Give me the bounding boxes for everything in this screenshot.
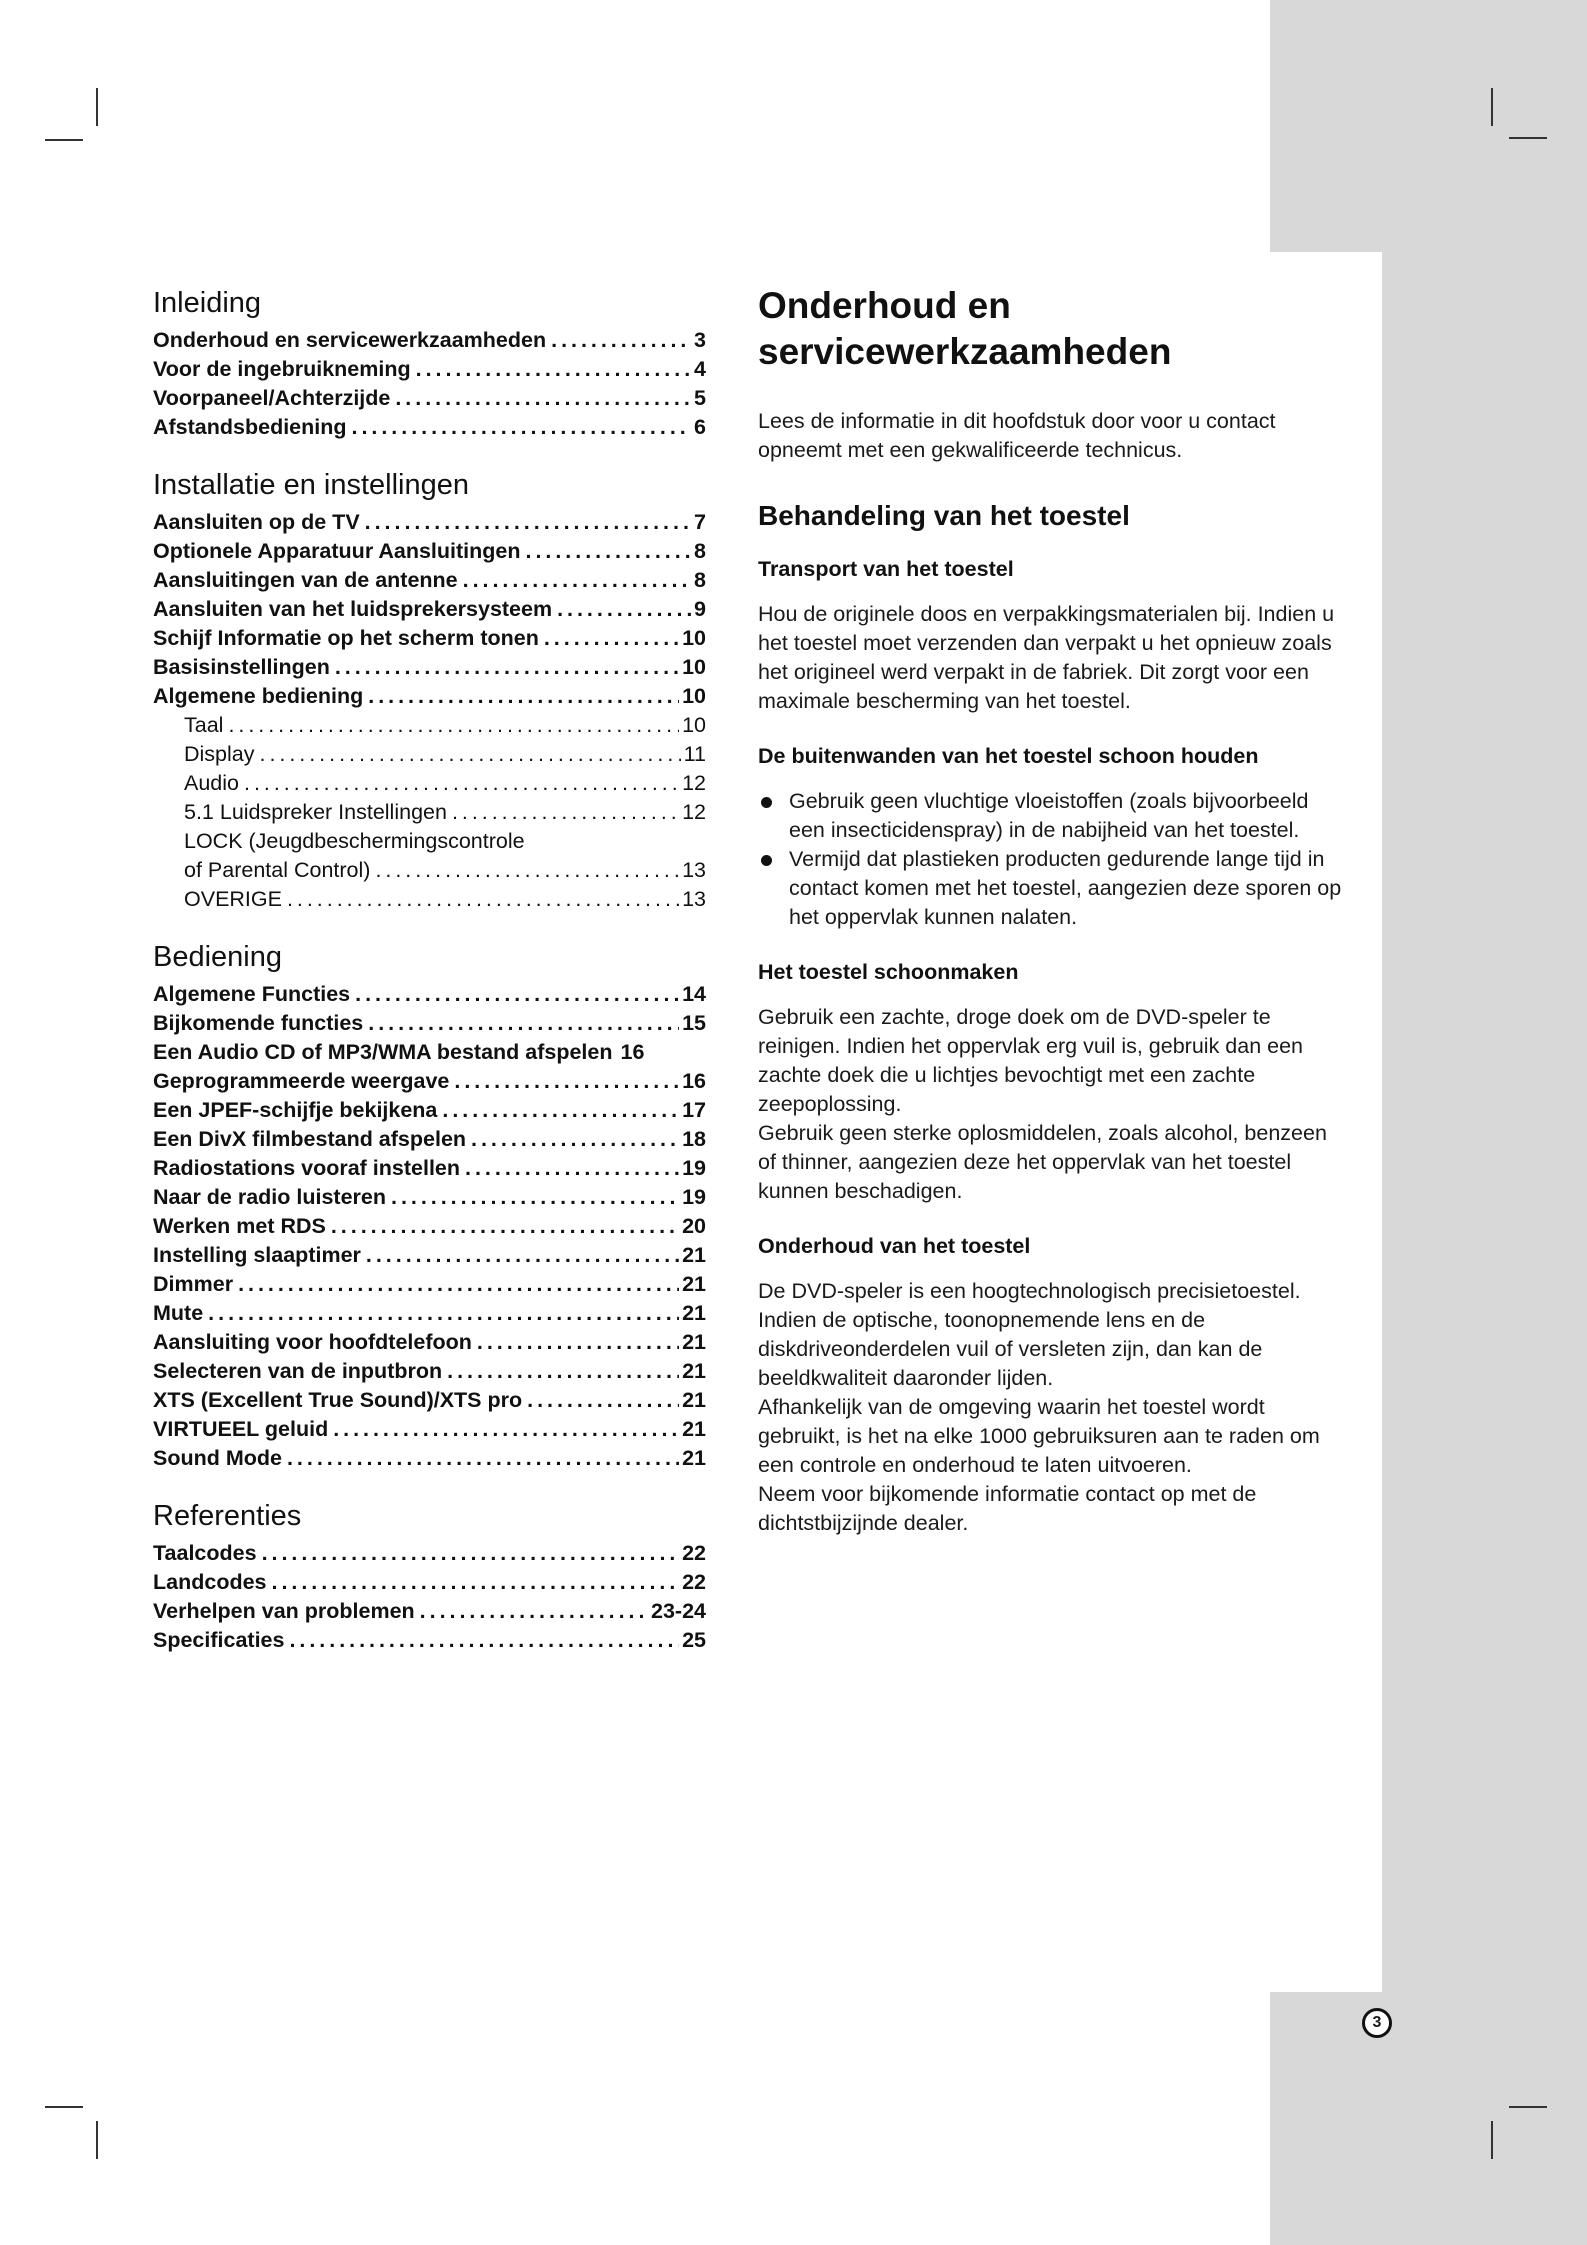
toc-entry-label: Specificaties (153, 1628, 285, 1652)
crop-mark (45, 139, 83, 141)
toc-entry (153, 508, 706, 537)
toc-entry-page: 16 (620, 1040, 645, 1064)
crop-mark (1509, 137, 1547, 139)
toc-entry-page: 11 (683, 742, 706, 766)
toc-entry-page: 23-24 (651, 1599, 706, 1623)
toc-leader-dots (416, 355, 691, 384)
toc-entry (153, 537, 706, 566)
toc-leader-dots (335, 653, 679, 682)
toc-entry (153, 595, 706, 624)
toc-entry-label: Onderhoud en servicewerkzaamheden (153, 328, 547, 352)
toc-leader-dots (395, 384, 691, 413)
toc-entry-label: Display (184, 742, 255, 766)
toc-entry-label: Sound Mode (153, 1446, 282, 1470)
toc-leader-dots (260, 740, 681, 769)
list-item: Gebruik geen vluchtige vloeistoffen (zoals bijvoorbeeld een insecticidenspray) in de nabijheid van het toestel. (758, 787, 1348, 845)
toc-entry-label: Geprogrammeerde weergave (153, 1069, 450, 1093)
toc-entry (153, 1038, 706, 1067)
toc-entry (153, 1241, 706, 1270)
intro-text: Lees de informatie in dit hoofdstuk door voor u contact opneemt met een gekwalificeerde technicus. (758, 409, 1276, 462)
toc-leader-dots (447, 1357, 679, 1386)
toc-entry (153, 1183, 706, 1212)
cleaning-text: Gebruik een zachte, droge doek om de DVD-speler te reinigen. Indien het oppervlak erg vuil is, gebruik dan een zachte doek die u lichtjes bevochtigt met een zachte zeepoplossing. (758, 1005, 1304, 1116)
transport-text: Hou de originele doos en verpakkingsmaterialen bij. Indien u het toestel moet verzenden dan verpakt u het opnieuw zoals het origineel werd verpakt in de fabriek. Dit zorgt voor een maximale bescherming van het toestel. (758, 602, 1335, 713)
toc-leader-dots (368, 682, 679, 711)
toc-entry (153, 1125, 706, 1154)
toc-entry (153, 827, 706, 856)
toc-entry-page: 25 (682, 1628, 706, 1652)
toc-leader-dots (244, 769, 679, 798)
toc-entry (153, 856, 706, 885)
toc-entry (153, 1299, 706, 1328)
toc-entry-page: 17 (682, 1098, 706, 1122)
toc-entry-page: 16 (682, 1069, 706, 1093)
toc-entry-label: Bijkomende functies (153, 1011, 364, 1035)
toc-leader-dots (208, 1299, 679, 1328)
toc-entry (153, 1386, 706, 1415)
toc-entry-label: Aansluiten op de TV (153, 510, 360, 534)
toc-entry-page: 21 (682, 1272, 706, 1296)
toc-section-heading: Bediening (153, 941, 282, 973)
toc-entry (153, 326, 706, 355)
toc-entry-label: Dimmer (153, 1272, 234, 1296)
toc-entry-page: 15 (682, 1011, 706, 1035)
toc-entry (153, 1212, 706, 1241)
toc-leader-dots (352, 413, 692, 442)
toc-entry-label: Werken met RDS (153, 1214, 326, 1238)
toc-entry (153, 740, 706, 769)
toc-leader-dots (420, 1597, 648, 1626)
toc-entry-page: 13 (682, 887, 706, 911)
toc-entry-page: 21 (682, 1417, 706, 1441)
toc-entry (153, 566, 706, 595)
toc-entry (153, 653, 706, 682)
toc-entry-page: 9 (694, 597, 706, 621)
toc-entry (153, 682, 706, 711)
toc-entry-page: 7 (694, 510, 706, 534)
toc-entry (153, 624, 706, 653)
table-of-contents (153, 284, 706, 1679)
toc-entry (153, 1626, 706, 1655)
toc-leader-dots (463, 566, 691, 595)
toc-section-heading: Referenties (153, 1500, 302, 1532)
cleaning-title: Het toestel schoonmaken (758, 960, 1019, 984)
maintenance-text: Neem voor bijkomende informatie contact op met de dichtstbijzijnde dealer. (758, 1482, 1257, 1535)
toc-entry-page: 10 (682, 713, 706, 737)
toc-section (153, 938, 706, 1473)
toc-entry-label: Afstandsbediening (153, 415, 347, 439)
maintenance-text: Afhankelijk van de omgeving waarin het toestel wordt gebruikt, is het na elke 1000 gebruiksuren aan te raden om een controle en onderhoud te laten uitvoeren. (758, 1395, 1320, 1477)
toc-entry-page: 12 (682, 771, 706, 795)
toc-entry (153, 885, 706, 914)
maintenance-title: Onderhoud van het toestel (758, 1234, 1031, 1258)
toc-section (153, 466, 706, 914)
toc-entry-label: Schijf Informatie op het scherm tonen (153, 626, 539, 650)
toc-entry-page: 14 (682, 982, 706, 1006)
toc-entry-label: Algemene bediening (153, 684, 364, 708)
toc-entry-page: 10 (682, 626, 706, 650)
toc-entry (153, 1568, 706, 1597)
toc-entry-page: 22 (682, 1570, 706, 1594)
toc-entry (153, 1067, 706, 1096)
toc-entry-page: 21 (682, 1243, 706, 1267)
side-band-middle (1382, 252, 1587, 1992)
toc-leader-dots (465, 1154, 679, 1183)
exterior-bullet-list (758, 787, 1348, 932)
toc-entry-label: Landcodes (153, 1570, 267, 1594)
toc-leader-dots (287, 885, 679, 914)
toc-entry-label: Naar de radio luisteren (153, 1185, 386, 1209)
toc-entry-label: Een Audio CD of MP3/WMA bestand afspelen (153, 1040, 613, 1064)
toc-entry-page: 19 (682, 1185, 706, 1209)
toc-leader-dots (544, 624, 679, 653)
page-title: Onderhoud en servicewerkzaamheden (758, 285, 1172, 372)
toc-leader-dots (551, 326, 691, 355)
toc-entry (153, 1154, 706, 1183)
toc-entry (153, 711, 706, 740)
toc-entry-label: Aansluiting voor hoofdtelefoon (153, 1330, 472, 1354)
toc-entry-page: 20 (682, 1214, 706, 1238)
list-item: Vermijd dat plastieken producten gedurende lange tijd in contact komen met het toestel, aangezien deze sporen op het oppervlak kunnen nalaten. (758, 845, 1348, 932)
toc-leader-dots (333, 1415, 679, 1444)
toc-entry (153, 384, 706, 413)
crop-mark (1509, 2106, 1547, 2108)
toc-entry-page: 6 (694, 415, 706, 439)
cleaning-text: Gebruik geen sterke oplosmiddelen, zoals alcohol, benzeen of thinner, aangezien deze het oppervlak van het toestel kunnen beschadigen. (758, 1121, 1327, 1203)
toc-leader-dots (442, 1096, 679, 1125)
toc-entry (153, 413, 706, 442)
side-band-bottom (1270, 1992, 1587, 2245)
toc-entry (153, 1270, 706, 1299)
toc-entry-label: Selecteren van de inputbron (153, 1359, 443, 1383)
exterior-title: De buitenwanden van het toestel schoon houden (758, 744, 1259, 768)
toc-leader-dots (375, 856, 679, 885)
maintenance-text: De DVD-speler is een hoogtechnologisch precisietoestel. Indien de optische, toonopnemende lens en de diskdriveonderdelen vuil of versleten zijn, dan kan de beeldkwaliteit daaronder lijden. (758, 1279, 1301, 1390)
crop-mark (1491, 88, 1493, 126)
toc-leader-dots (557, 595, 691, 624)
toc-entry-label: Voor de ingebruikneming (153, 357, 411, 381)
page-number: 3 (1362, 2008, 1392, 2038)
toc-entry-page: 13 (682, 858, 706, 882)
toc-entry-page: 21 (682, 1388, 706, 1412)
toc-entry (153, 355, 706, 384)
toc-entry-label: Een DivX filmbestand afspelen (153, 1127, 467, 1151)
crop-mark (96, 2121, 98, 2159)
toc-entry-page: 5 (694, 386, 706, 410)
toc-entry-label: Basisinstellingen (153, 655, 330, 679)
main-content (758, 283, 1348, 1564)
toc-leader-dots (262, 1539, 680, 1568)
toc-entry-label: Audio (184, 771, 239, 795)
toc-leader-dots (526, 537, 692, 566)
toc-leader-dots (454, 1067, 679, 1096)
toc-entry-page: 4 (694, 357, 706, 381)
toc-entry (153, 1415, 706, 1444)
toc-entry-page: 21 (682, 1446, 706, 1470)
toc-section-heading: Inleiding (153, 287, 262, 319)
toc-leader-dots (368, 1009, 679, 1038)
toc-entry (153, 1328, 706, 1357)
toc-leader-dots (272, 1568, 680, 1597)
crop-mark (96, 88, 98, 126)
toc-entry (153, 1597, 706, 1626)
toc-entry-page: 18 (682, 1127, 706, 1151)
toc-entry-page: 3 (694, 328, 706, 352)
toc-leader-dots (289, 1626, 679, 1655)
toc-entry-label: Mute (153, 1301, 204, 1325)
toc-entry-label: Instelling slaaptimer (153, 1243, 361, 1267)
toc-entry-label: XTS (Excellent True Sound)/XTS pro (153, 1388, 523, 1412)
toc-entry-label: Algemene Functies (153, 982, 351, 1006)
toc-entry-page: 10 (682, 684, 706, 708)
toc-entry-label: VIRTUEEL geluid (153, 1417, 329, 1441)
toc-leader-dots (287, 1444, 679, 1473)
toc-entry (153, 1096, 706, 1125)
toc-leader-dots (238, 1270, 679, 1299)
toc-entry-page: 10 (682, 655, 706, 679)
toc-leader-dots (331, 1212, 679, 1241)
toc-entry-label: Aansluitingen van de antenne (153, 568, 458, 592)
toc-leader-dots (228, 711, 679, 740)
toc-leader-dots (527, 1386, 679, 1415)
toc-leader-dots (477, 1328, 679, 1357)
toc-entry-page: 8 (694, 568, 706, 592)
toc-entry-page: 22 (682, 1541, 706, 1565)
toc-entry-label: Taal (184, 713, 224, 737)
toc-entry-label: Taalcodes (153, 1541, 257, 1565)
toc-entry-page: 21 (682, 1301, 706, 1325)
transport-title: Transport van het toestel (758, 557, 1014, 581)
toc-entry (153, 980, 706, 1009)
toc-entry-page: 12 (682, 800, 706, 824)
toc-entry-page: 19 (682, 1156, 706, 1180)
toc-entry-page: 8 (694, 539, 706, 563)
toc-section (153, 1497, 706, 1655)
toc-entry (153, 798, 706, 827)
toc-entry (153, 1539, 706, 1568)
toc-entry-label: of Parental Control) (184, 858, 371, 882)
toc-entry-label: Een JPEF-schijfje bekijkena (153, 1098, 438, 1122)
toc-leader-dots (366, 1241, 679, 1270)
toc-entry-page: 21 (682, 1330, 706, 1354)
toc-entry-label: Voorpaneel/Achterzijde (153, 386, 391, 410)
toc-entry-page: 21 (682, 1359, 706, 1383)
toc-entry-label: LOCK (Jeugdbeschermingscontrole (184, 829, 525, 853)
toc-entry-label: Radiostations vooraf instellen (153, 1156, 461, 1180)
section-title: Behandeling van het toestel (758, 500, 1130, 531)
toc-entry (153, 769, 706, 798)
crop-mark (45, 2106, 83, 2108)
toc-leader-dots (391, 1183, 679, 1212)
toc-entry (153, 1357, 706, 1386)
toc-entry (153, 1009, 706, 1038)
toc-entry (153, 1444, 706, 1473)
crop-mark (1491, 2121, 1493, 2159)
toc-entry-label: 5.1 Luidspreker Instellingen (184, 800, 447, 824)
toc-section (153, 284, 706, 442)
toc-entry-label: OVERIGE (184, 887, 282, 911)
toc-leader-dots (452, 798, 679, 827)
toc-section-heading: Installatie en instellingen (153, 469, 469, 501)
toc-entry-label: Verhelpen van problemen (153, 1599, 415, 1623)
toc-leader-dots (365, 508, 691, 537)
toc-leader-dots (355, 980, 679, 1009)
toc-leader-dots (471, 1125, 679, 1154)
toc-entry-label: Optionele Apparatuur Aansluitingen (153, 539, 521, 563)
side-band-top (1270, 0, 1587, 252)
toc-entry-label: Aansluiten van het luidsprekersysteem (153, 597, 553, 621)
